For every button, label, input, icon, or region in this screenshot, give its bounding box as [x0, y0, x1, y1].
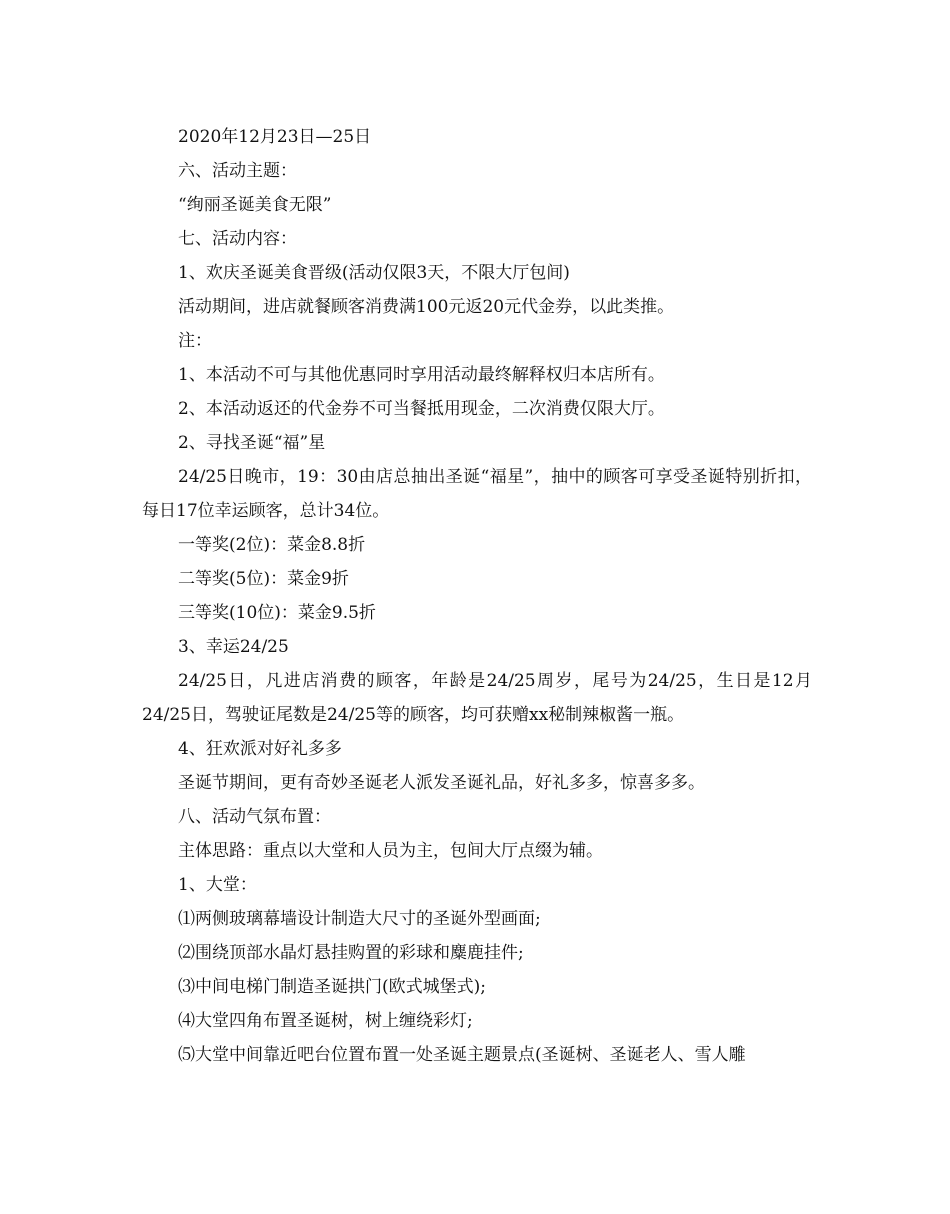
decoration-approach: 主体思路：重点以大堂和人员为主，包间大厅点缀为辅。: [178, 841, 603, 861]
prize-first: 一等奖(2位)：菜金8.8折: [178, 535, 366, 555]
section-heading-decoration: 八、活动气氛布置：: [178, 807, 331, 827]
lobby-item-3: ⑶中间电梯门制造圣诞拱门(欧式城堡式);: [178, 977, 486, 997]
item-3-detail: 24/25日，凡进店消费的顾客，年龄是24/25周岁，尾号为24/25，生日是12月24/25日，驾驶证尾数是24/25等的顾客，均可获赠xx秘制辣椒酱一瓶。: [142, 671, 812, 725]
note-label: 注：: [178, 331, 212, 351]
item-2-heading: 2、寻找圣诞“福”星: [178, 433, 326, 453]
lobby-item-5: ⑸大堂中间靠近吧台位置布置一处圣诞主题景点(圣诞树、圣诞老人、雪人雕: [178, 1045, 746, 1065]
item-4-detail: 圣诞节期间，更有奇妙圣诞老人派发圣诞礼品，好礼多多，惊喜多多。: [178, 773, 705, 793]
item-1-heading: 1、欢庆圣诞美食晋级(活动仅限3天，不限大厅包间): [178, 263, 570, 283]
section-heading-theme: 六、活动主题：: [178, 161, 297, 181]
section-heading-content: 七、活动内容：: [178, 229, 297, 249]
theme-text: “绚丽圣诞美食无限”: [178, 195, 332, 215]
item-4-heading: 4、狂欢派对好礼多多: [178, 739, 342, 759]
lobby-item-2: ⑵围绕顶部水晶灯悬挂购置的彩球和麋鹿挂件;: [178, 943, 524, 963]
document-body: [142, 120, 812, 1072]
item-2-detail: 24/25日晚市，19：30由店总抽出圣诞“福星”，抽中的顾客可享受圣诞特别折扣，每日17位幸运顾客，总计34位。: [142, 467, 812, 521]
item-3-heading: 3、幸运24/25: [178, 637, 289, 657]
event-date: 2020年12月23日—25日: [178, 127, 372, 147]
item-1-detail: 活动期间，进店就餐顾客消费满100元返20元代金券，以此类推。: [178, 297, 675, 317]
prize-third: 三等奖(10位)：菜金9.5折: [178, 603, 376, 623]
prize-second: 二等奖(5位)：菜金9折: [178, 569, 349, 589]
lobby-item-4: ⑷大堂四角布置圣诞树，树上缠绕彩灯;: [178, 1011, 473, 1031]
note-2: 2、本活动返还的代金券不可当餐抵用现金，二次消费仅限大厅。: [178, 399, 665, 419]
lobby-heading: 1、大堂：: [178, 875, 257, 895]
note-1: 1、本活动不可与其他优惠同时享用活动最终解释权归本店所有。: [178, 365, 665, 385]
lobby-item-1: ⑴两侧玻璃幕墙设计制造大尺寸的圣诞外型画面;: [178, 909, 541, 929]
